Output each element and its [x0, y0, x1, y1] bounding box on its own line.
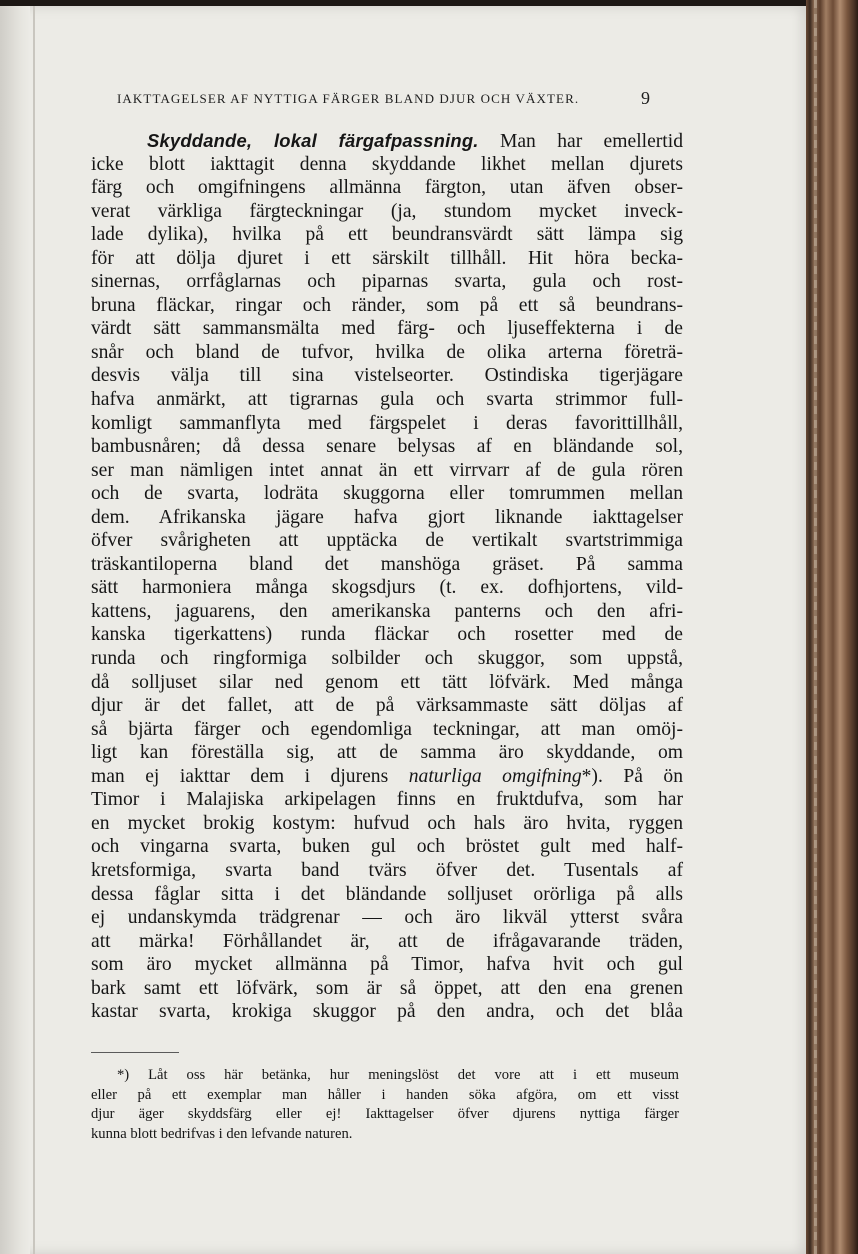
- text-line: runda och ringformiga solbilder och skuggor, som uppstå,: [91, 648, 683, 670]
- text-line: snår och bland de tufvor, hvilka de olika arterna företrä-: [91, 341, 683, 363]
- text-line: att märka! Förhållandet är, att de ifrågavarande träden,: [91, 930, 683, 952]
- footnote-line: *) Låt oss här betänka, hur meningslöst det vore att i ett museum: [117, 1067, 679, 1083]
- page-number: 9: [641, 88, 650, 108]
- text-line: öfver svårigheten att upptäcka de vertikalt svartstrimmiga: [91, 530, 683, 552]
- text-line: ligt kan föreställa sig, att de samma äro skyddande, om: [91, 742, 683, 764]
- text-line: icke blott iakttagit denna skyddande likhet mellan djurets: [91, 153, 683, 175]
- text-line: Timor i Malajiska arkipelagen finns en fruktdufva, som har: [91, 789, 683, 811]
- text-line: sinernas, orrfåglarnas och piparnas svarta, gula och rost-: [91, 271, 683, 293]
- text-line: som äro mycket allmänna på Timor, hafva hvit och gul: [91, 954, 683, 976]
- italic-phrase: naturliga omgifning: [408, 765, 582, 787]
- page-gutter-line: [33, 6, 35, 1254]
- running-head: IAKTTAGELSER AF NYTTIGA FÄRGER BLAND DJUR OCH VÄXTER.: [117, 91, 580, 106]
- footnote-reference: *). På ön: [581, 765, 684, 787]
- text-line: en mycket brokig kostym: hufvud och hals äro hvita, ryggen: [91, 812, 683, 834]
- text-line: komligt sammanflyta med färgspelet i deras favorittillhåll,: [91, 412, 683, 434]
- text-line: lade dylika), hvilka på ett beundransvärdt sätt lämpa sig: [91, 224, 683, 246]
- footnote-line: eller på ett exemplar man håller i handen söka afgöra, om ett visst: [91, 1086, 679, 1103]
- body-text: [91, 129, 683, 1024]
- text-line: då solljuset silar ned genom ett tätt löfvärk. Med många: [91, 671, 683, 693]
- text-line: djur är det fallet, att de på värksammaste sätt döljas af: [91, 695, 683, 717]
- text-line: ser man nämligen intet annat än ett virrvarr af de gula rören: [91, 459, 683, 481]
- text-line: bambusnåren; då dessa senare belysas af en bländande sol,: [91, 436, 683, 458]
- text-line: dessa fåglar sitta i det bländande solljuset orörliga på alls: [91, 883, 683, 905]
- page-stack-edge: [814, 0, 817, 1254]
- text-line: och vingarna svarta, buken gul och bröstet gult med half-: [91, 836, 683, 858]
- page-gutter-shadow: [0, 6, 30, 1254]
- footnote-divider: [91, 1052, 179, 1053]
- text-line: dem. Afrikanska jägare hafva gjort liknande iakttagelser: [91, 506, 683, 528]
- text-line: bark samt ett löfvärk, som är så öppet, att den ena grenen: [91, 977, 683, 999]
- text-line: hafva anmärkt, att tigrarnas gula och svarta strimmor full-: [91, 389, 683, 411]
- footnote-line: djur äger skyddsfärg eller ej! Iakttagelser öfver djurens nyttiga färger: [91, 1106, 679, 1122]
- text-line: för att dölja djuret i ett särskilt tillhåll. Hit höra becka-: [91, 247, 683, 269]
- text-line: och de svarta, lodräta skuggorna eller tomrummen mellan: [91, 483, 683, 505]
- text-line: desvis välja till sina vistelseorter. Ostindiska tigerjägare: [91, 365, 683, 387]
- section-lead-heading: Skyddande, lokal färgafpassning.: [147, 130, 479, 151]
- text-line: kanska tigerkattens) runda fläckar och rosetter med de: [91, 624, 683, 646]
- text-line: bruna fläckar, ringar och ränder, som på ett så beundrans-: [91, 294, 683, 316]
- text-line: kretsformiga, svarta band tvärs öfver det. Tusentals af: [91, 859, 683, 881]
- text-line: ej undanskymda trädgrenar — och äro likväl ytterst svåra: [91, 907, 683, 929]
- text-line: kattens, jaguarens, den amerikanska panterns och den afri-: [91, 600, 683, 622]
- text-line: så bjärta färger och egendomliga teckningar, att man omöj-: [91, 718, 683, 740]
- text-line: färg och omgifningens allmänna färgton, utan äfven obser-: [91, 177, 683, 199]
- footnote-line: kunna blott bedrifvas i den lefvande naturen.: [91, 1125, 353, 1142]
- footnote: [91, 1066, 679, 1144]
- text-line: kastar svarta, krokiga skuggor på den andra, och det blåa: [91, 1001, 683, 1023]
- text-line: sätt harmoniera många skogsdjurs (t. ex. dofhjortens, vild-: [91, 577, 683, 599]
- text-line: verat värkliga färgteckningar (ja, stundom mycket inveck-: [91, 200, 683, 222]
- text-line: träskantiloperna bland det manshöga gräset. På samma: [91, 553, 683, 575]
- text-line: värdt sätt sammansmälta med färg- och ljuseffekterna i de: [91, 318, 683, 340]
- text-line: Skyddande, lokal färgafpassning. Man har emellertid: [147, 130, 683, 152]
- text-line: man ej iakttar dem i djurens naturliga omgifning*). På ön: [91, 765, 684, 787]
